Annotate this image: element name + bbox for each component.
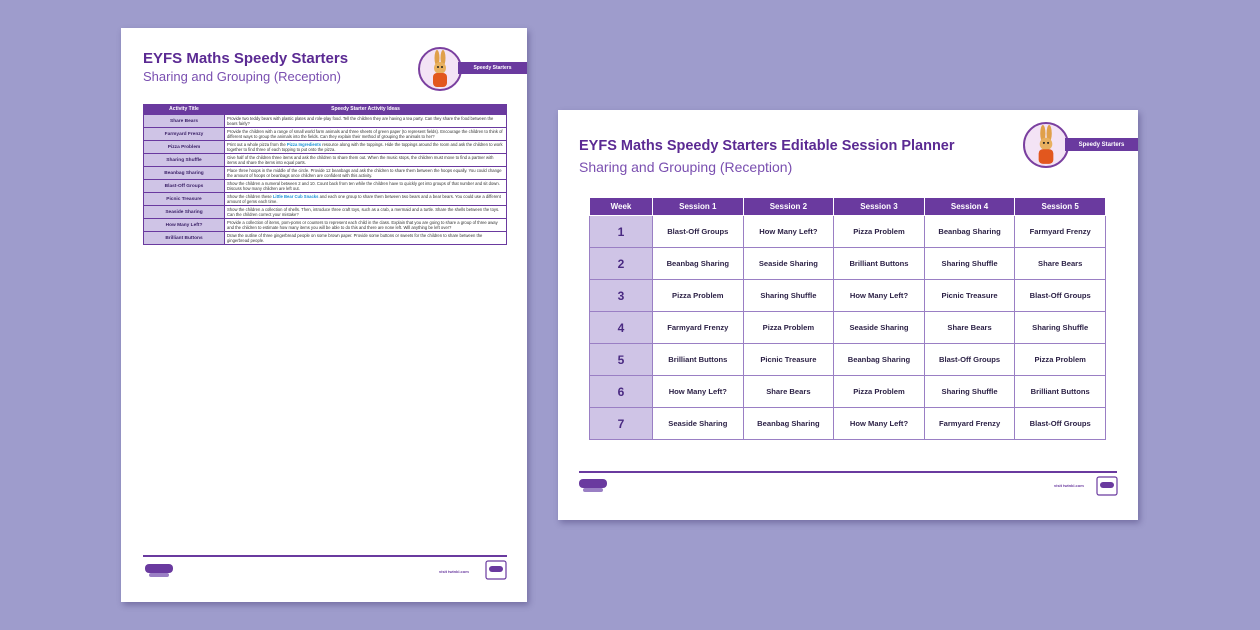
session-cell[interactable]: Blast-Off Groups (924, 344, 1015, 376)
session-cell[interactable]: Brilliant Buttons (653, 344, 744, 376)
week-number-cell: 7 (590, 408, 653, 440)
activity-description-cell (225, 180, 507, 193)
session-cell[interactable]: Pizza Problem (834, 376, 925, 408)
description-text: Provide a collection of items, pom-poms or counters to represent each child in the class. Explain that you are going to share a group of three away and the children to estimate how many items you will be able to do this and there are none left. Will anything be left over? (227, 220, 498, 230)
activity-table (143, 104, 507, 245)
activity-title-cell: How Many Left? (144, 219, 225, 232)
activity-description-cell (225, 167, 507, 180)
description-text: Provide two teddy bears with plastic plates and role-play food. Tell the children they are having a tea party. Can they share the food between the bears fairly? (227, 116, 494, 126)
table-row (144, 219, 507, 232)
table-row (590, 376, 1106, 408)
session-planner-table (589, 197, 1106, 440)
activity-description-cell (225, 141, 507, 154)
page-title: EYFS Maths Speedy Starters (143, 50, 349, 67)
session-cell[interactable]: How Many Left? (653, 376, 744, 408)
activity-description-cell (225, 154, 507, 167)
session-cell[interactable]: Sharing Shuffle (924, 376, 1015, 408)
description-text: and each one group to share them between two bears and a bear bears. You could use a different amount of gems each time. (227, 194, 501, 204)
table-row (144, 193, 507, 206)
twinkl-logo-icon (577, 477, 609, 495)
session-cell[interactable]: Brilliant Buttons (834, 248, 925, 280)
activity-title-cell: Blast-Off Groups (144, 180, 225, 193)
table-row (590, 280, 1106, 312)
activity-title-cell: Farmyard Frenzy (144, 128, 225, 141)
session-cell[interactable]: Sharing Shuffle (924, 248, 1015, 280)
session-cell[interactable]: Beanbag Sharing (653, 248, 744, 280)
description-text: Print out a whole pizza from the (227, 142, 287, 147)
column-header: Session 2 (743, 198, 834, 216)
session-cell[interactable]: Share Bears (1015, 248, 1106, 280)
page-title: EYFS Maths Speedy Starters Editable Session Planner (579, 138, 955, 154)
table-row (144, 232, 507, 245)
session-cell[interactable]: Blast-Off Groups (1015, 280, 1106, 312)
session-cell[interactable]: Blast-Off Groups (653, 216, 744, 248)
activity-title-cell: Brilliant Buttons (144, 232, 225, 245)
column-header: Session 5 (1015, 198, 1106, 216)
description-text: Provide the children with a range of small world farm animals and three sheets of green paper (to represent fields). Encourage the children to think of different ways to group the animals into the fields. Can they explain their method of grouping the animals to her? (227, 129, 503, 139)
session-cell[interactable]: How Many Left? (834, 280, 925, 312)
week-number-cell: 1 (590, 216, 653, 248)
session-cell[interactable]: Pizza Problem (743, 312, 834, 344)
column-header: Session 1 (653, 198, 744, 216)
activity-description-cell (225, 232, 507, 245)
table-row (144, 154, 507, 167)
week-number-cell: 3 (590, 280, 653, 312)
column-header: Speedy Starter Activity Ideas (225, 105, 507, 115)
column-header: Activity Title (144, 105, 225, 115)
footer-url: visit twinkl.com (439, 569, 469, 574)
activity-description-cell (225, 219, 507, 232)
resource-link[interactable]: Pizza Ingredients (286, 142, 322, 147)
column-header: Session 3 (834, 198, 925, 216)
description-text: Show the children a numeral between 2 and 10. Count back from ten while the children have to quickly get into groups of that number and sit down. Discuss how many children are left out. (227, 181, 500, 191)
activity-title-cell: Sharing Shuffle (144, 154, 225, 167)
session-cell[interactable]: Farmyard Frenzy (653, 312, 744, 344)
session-cell[interactable]: How Many Left? (743, 216, 834, 248)
session-cell[interactable]: Share Bears (924, 312, 1015, 344)
activity-description-cell (225, 206, 507, 219)
session-cell[interactable]: Sharing Shuffle (743, 280, 834, 312)
rabbit-mascot-icon (418, 47, 462, 91)
table-row (590, 248, 1106, 280)
activity-title-cell: Share Bears (144, 115, 225, 128)
session-cell[interactable]: Beanbag Sharing (743, 408, 834, 440)
session-cell[interactable]: Seaside Sharing (653, 408, 744, 440)
session-cell[interactable]: Blast-Off Groups (1015, 408, 1106, 440)
session-planner-page (558, 110, 1138, 520)
session-cell[interactable]: Pizza Problem (834, 216, 925, 248)
week-number-cell: 4 (590, 312, 653, 344)
activity-description-cell (225, 193, 507, 206)
twinkl-logo-icon (143, 562, 175, 580)
column-header: Week (590, 198, 653, 216)
resource-link[interactable]: Little Bear Cub Snacks (272, 194, 319, 199)
page-subtitle: Sharing and Grouping (Reception) (143, 69, 342, 84)
twinkl-badge-icon (484, 560, 508, 582)
week-number-cell: 2 (590, 248, 653, 280)
table-row (144, 180, 507, 193)
session-cell[interactable]: Farmyard Frenzy (1015, 216, 1106, 248)
session-cell[interactable]: Share Bears (743, 376, 834, 408)
description-text: Place three hoops in the middle of the circle. Provide 12 beanbags and ask the children to share them between the hoops equally. You could change the amount of hoops or beanbags once children are confident with this activity. (227, 168, 502, 178)
description-text: Show the children a collection of shells. Then, introduce three craft toys, such as a crab, a mermaid and a turtle. Share the shells between the toys. Can the children correct your mistake? (227, 207, 500, 217)
page-subtitle: Sharing and Grouping (Reception) (579, 159, 793, 175)
description-text: resource along with the toppings. Hide the toppings around the room and ask the children to work together to find three of each topping to put onto the pizza. (227, 142, 503, 152)
activity-description-cell (225, 128, 507, 141)
table-row (144, 167, 507, 180)
session-cell[interactable]: Brilliant Buttons (1015, 376, 1106, 408)
description-text: Draw the outline of three gingerbread people on some brown paper. Provide some buttons or sweets for the children to share between the gingerbread people. (227, 233, 483, 243)
description-text: Give half of the children three items and ask the children to share them out. When the music stops, the children must move to find a partner with items and share the items into equal parts. (227, 155, 494, 165)
session-cell[interactable]: Seaside Sharing (834, 312, 925, 344)
session-cell[interactable]: Beanbag Sharing (834, 344, 925, 376)
footer-divider (579, 471, 1117, 473)
week-number-cell: 5 (590, 344, 653, 376)
column-header: Session 4 (924, 198, 1015, 216)
session-cell[interactable]: Seaside Sharing (743, 248, 834, 280)
session-cell[interactable]: Farmyard Frenzy (924, 408, 1015, 440)
table-row (144, 128, 507, 141)
activity-title-cell: Seaside Sharing (144, 206, 225, 219)
session-cell[interactable]: How Many Left? (834, 408, 925, 440)
week-number-cell: 6 (590, 376, 653, 408)
description-text: Show the children these (227, 194, 273, 199)
session-cell[interactable]: Pizza Problem (1015, 344, 1106, 376)
table-row (590, 312, 1106, 344)
activity-description-cell (225, 115, 507, 128)
footer-divider (143, 555, 507, 557)
session-cell[interactable]: Sharing Shuffle (1015, 312, 1106, 344)
speedy-starters-tag: Speedy Starters (1065, 138, 1138, 151)
activity-title-cell: Beanbag Sharing (144, 167, 225, 180)
session-cell[interactable]: Picnic Treasure (743, 344, 834, 376)
table-row (144, 141, 507, 154)
table-row (590, 216, 1106, 248)
speedy-starters-tag: Speedy Starters (458, 62, 527, 74)
table-row (590, 344, 1106, 376)
activity-title-cell: Picnic Treasure (144, 193, 225, 206)
session-cell[interactable]: Pizza Problem (653, 280, 744, 312)
session-cell[interactable]: Picnic Treasure (924, 280, 1015, 312)
rabbit-mascot-icon (1023, 122, 1069, 168)
table-row (590, 408, 1106, 440)
table-row (144, 115, 507, 128)
table-row (144, 206, 507, 219)
twinkl-badge-icon (1095, 476, 1119, 498)
activity-title-cell: Pizza Problem (144, 141, 225, 154)
footer-url: visit twinkl.com (1054, 483, 1084, 488)
activity-ideas-page (121, 28, 527, 602)
session-cell[interactable]: Beanbag Sharing (924, 216, 1015, 248)
